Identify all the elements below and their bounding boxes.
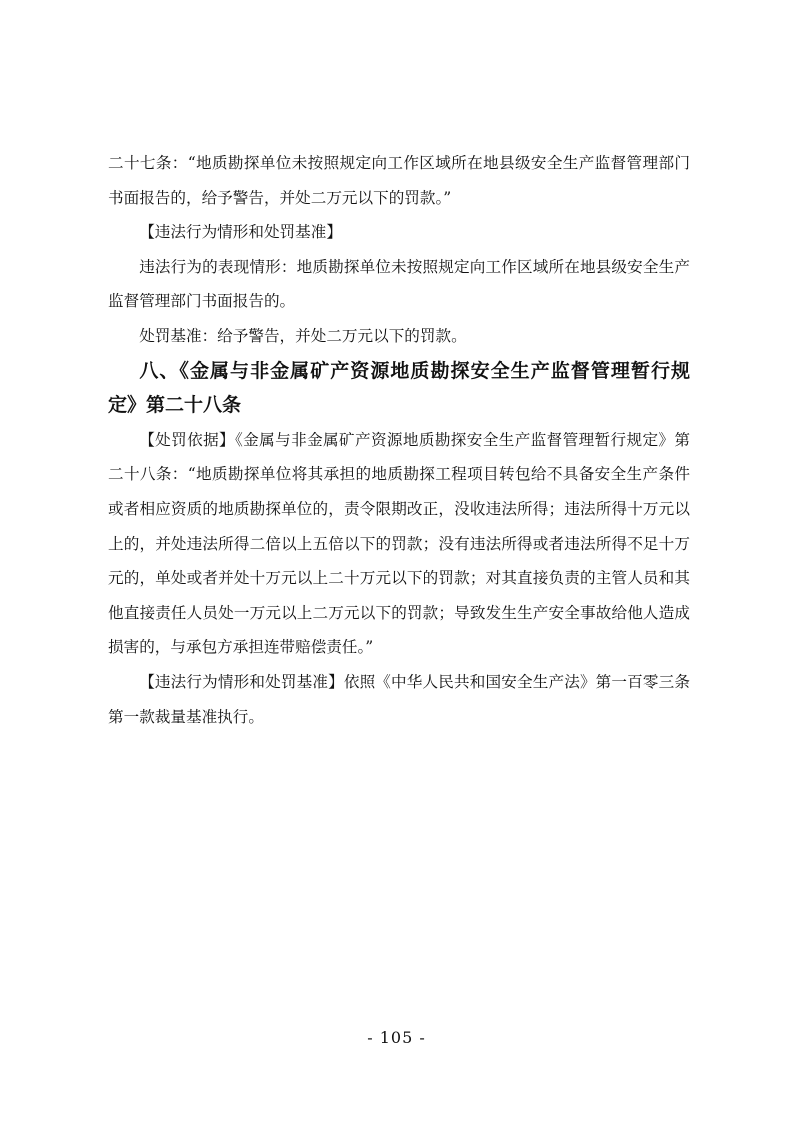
violation-standard-paragraph: 【违法行为情形和处罚基准】依照《中华人民共和国安全生产法》第一百零三条第一款裁量基准执行。 [108, 672, 690, 726]
page-number: - 105 - [367, 1028, 426, 1047]
violation-description: 违法行为的表现情形：地质勘探单位未按照规定向工作区域所在地县级安全生产监督管理部门书面报告的。 [108, 257, 690, 311]
document-body [108, 146, 690, 734]
penalty-basis-paragraph: 【处罚依据】《金属与非金属矿产资源地质勘探安全生产监督管理暂行规定》第二十八条：“地质勘探单位将其承担的地质勘探工程项目转包给不具备安全生产条件或者相应资质的地质勘探单位的，责令限期改正，没收违法所得；违法所得十万元以上的，并处违法所得二倍以上五倍以下的罚款；没有违法所得或者违法所得不足十万元的，单处或者并处十万元以上二十万元以下的罚款；对其直接负责的主管人员和其他直接责任人员处一万元以上二万元以下的罚款；导致发生生产安全事故给他人造成损害的，与承包方承担连带赔偿责任。” [108, 430, 690, 657]
violation-basis-label: 【违法行为情形和处罚基准】 [139, 223, 342, 242]
article-27-continuation: 二十七条：“地质勘探单位未按照规定向工作区域所在地县级安全生产监督管理部门书面报告的，给予警告，并处二万元以下的罚款。” [108, 154, 690, 207]
section-heading: 八、《金属与非金属矿产资源地质勘探安全生产监督管理暂行规定》第二十八条 [108, 359, 690, 417]
penalty-standard: 处罚基准：给予警告，并处二万元以下的罚款。 [139, 326, 467, 345]
